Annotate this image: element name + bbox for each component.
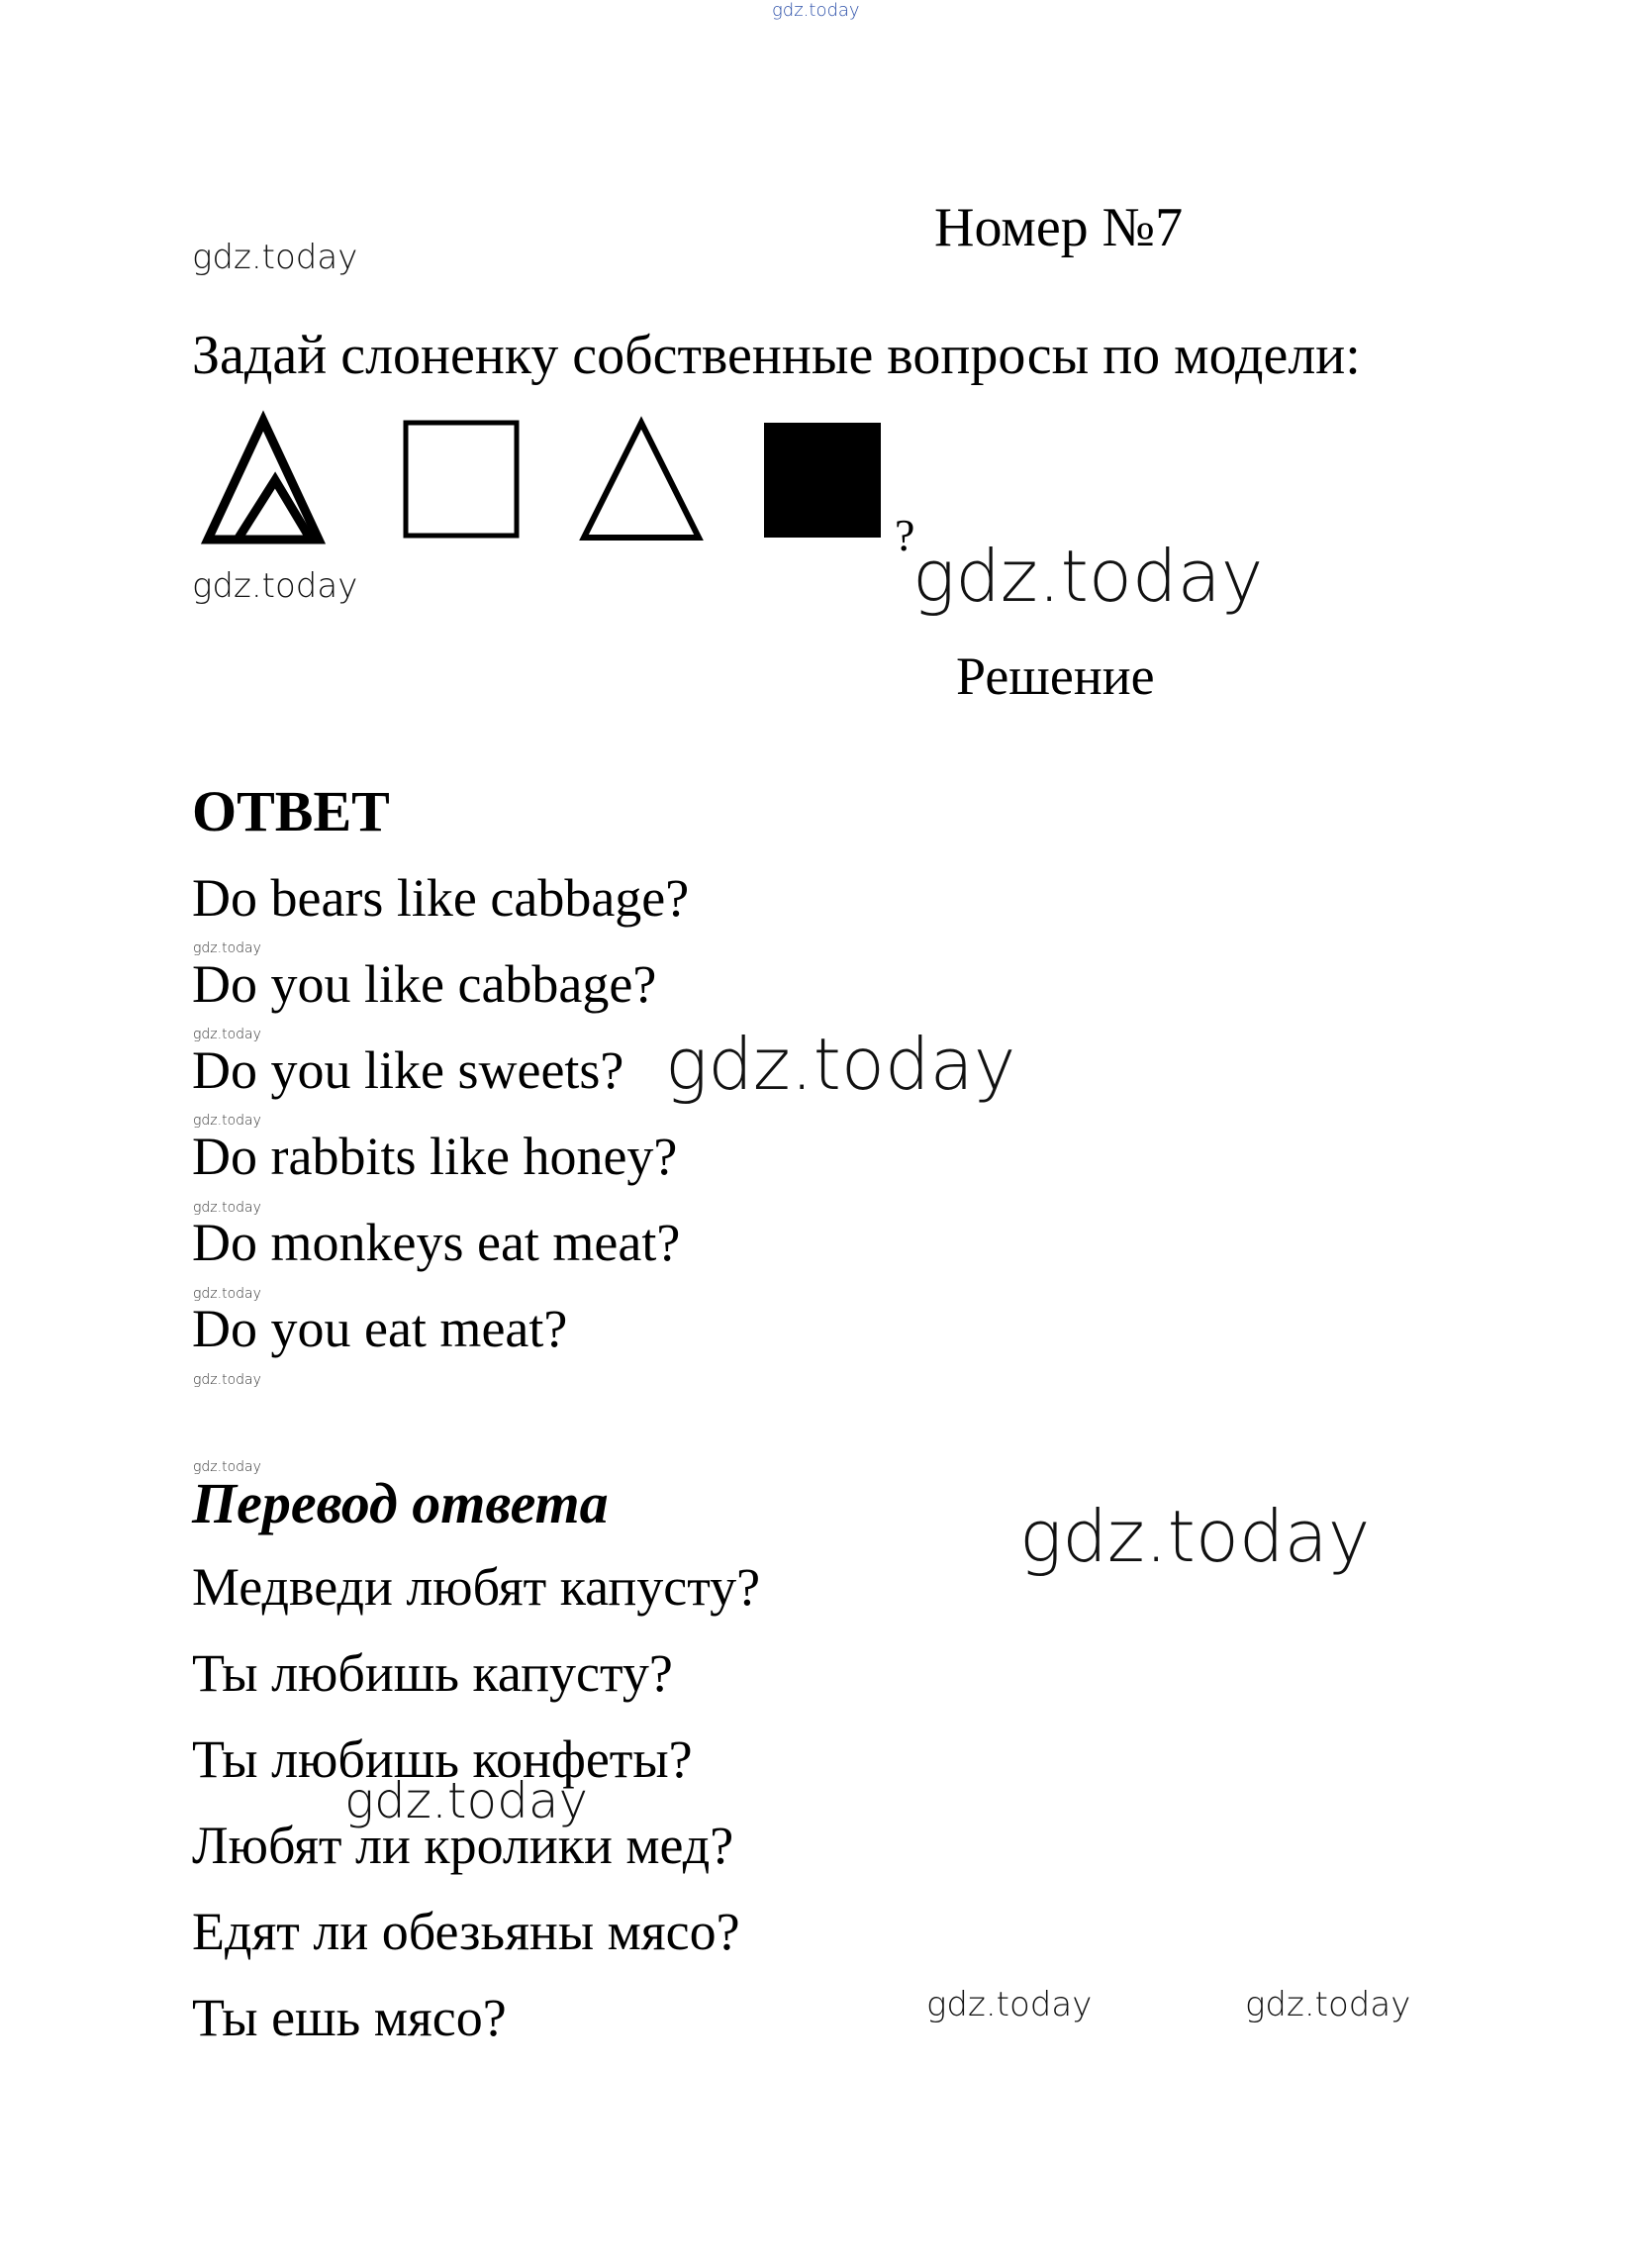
watermark-small: gdz.today: [193, 1027, 261, 1042]
answer-heading: ОТВЕТ: [192, 779, 390, 843]
double-triangle-outline-icon: [208, 421, 319, 540]
model-question-mark: ?: [895, 510, 915, 560]
watermark: gdz.today: [665, 1023, 1016, 1106]
solution-label: Решение: [956, 646, 1155, 706]
triangle-outline-icon: [584, 423, 699, 538]
watermark-small: gdz.today: [193, 1200, 261, 1216]
model-shapes: [194, 401, 946, 569]
translation-line: Ты любишь капусту?: [192, 1643, 673, 1703]
answer-line: Do you eat meat?: [192, 1299, 568, 1358]
watermark-small: gdz.today: [193, 1372, 261, 1388]
translation-line: Любят ли кролики мед?: [192, 1816, 734, 1875]
answer-line: Do rabbits like honey?: [192, 1127, 678, 1186]
watermark: gdz.today: [1019, 1495, 1371, 1578]
watermark-small: gdz.today: [193, 940, 261, 956]
translation-line: Ты ешь мясо?: [192, 1988, 507, 2047]
watermark: gdz.today: [192, 238, 358, 277]
translation-line: Медведи любят капусту?: [192, 1557, 761, 1617]
watermark: gdz.today: [912, 535, 1264, 618]
answer-line: Do monkeys eat meat?: [192, 1213, 681, 1272]
watermark: gdz.today: [926, 1985, 1093, 2024]
translation-line: Едят ли обезьяны мясо?: [192, 1902, 740, 1961]
task-text: Задай слоненку собственные вопросы по модели:: [192, 325, 1361, 386]
watermark-top: gdz.today: [772, 0, 860, 21]
translation-heading: Перевод ответа: [192, 1471, 609, 1535]
watermark-small: gdz.today: [193, 1286, 261, 1302]
watermark-small: gdz.today: [193, 1459, 261, 1475]
answer-line: Do you like sweets?: [192, 1040, 624, 1100]
page-title: Номер №7: [934, 197, 1184, 258]
answer-line: Do you like cabbage?: [192, 954, 657, 1014]
watermark: gdz.today: [192, 566, 358, 606]
watermark: gdz.today: [1245, 1985, 1411, 2024]
translation-line: Ты любишь конфеты?: [192, 1729, 693, 1789]
square-outline-icon: [406, 423, 517, 536]
square-filled-icon: [764, 423, 881, 538]
answer-line: Do bears like cabbage?: [192, 868, 690, 928]
watermark: gdz.today: [344, 1772, 589, 1829]
watermark-small: gdz.today: [193, 1113, 261, 1129]
